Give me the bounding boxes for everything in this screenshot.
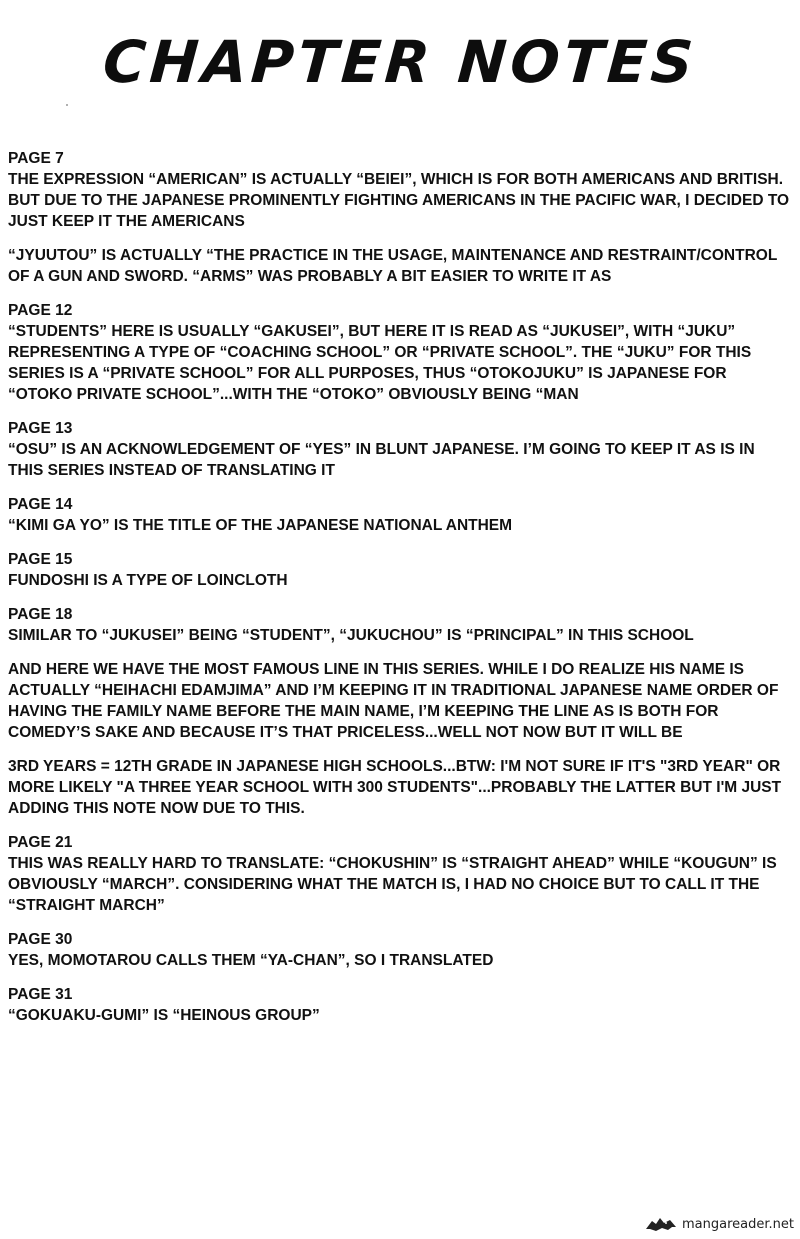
note-paragraph: FUNDOSHI IS A TYPE OF LOINCLOTH xyxy=(8,572,288,589)
note-section xyxy=(8,300,794,405)
note-section xyxy=(8,604,794,819)
note-section xyxy=(8,494,794,536)
section-heading: PAGE 7 xyxy=(8,150,64,167)
chapter-notes xyxy=(8,148,794,1039)
watermark-text: mangareader.net xyxy=(682,1216,794,1232)
note-paragraph: 3RD YEARS = 12TH GRADE IN JAPANESE HIGH SCHOOLS...BTW: I'M NOT SURE IF IT'S "3RD YEAR" OR MORE LIKELY "A THREE YEAR SCHOOL WITH 300 STUDENTS"...PROBABLY THE LATTER BUT I'M JUST ADDING THIS NOTE NOW DUE TO THIS. xyxy=(8,758,782,817)
wolf-logo-icon xyxy=(644,1215,678,1233)
section-heading: PAGE 13 xyxy=(8,420,73,437)
section-heading: PAGE 30 xyxy=(8,931,73,948)
watermark-link[interactable] xyxy=(644,1215,794,1233)
scan-speck xyxy=(66,104,68,106)
section-heading: PAGE 12 xyxy=(8,302,73,319)
section-heading: PAGE 14 xyxy=(8,496,73,513)
page-title: CHAPTER NOTES xyxy=(100,28,700,96)
section-heading: PAGE 15 xyxy=(8,551,73,568)
note-section xyxy=(8,549,794,591)
section-heading: PAGE 18 xyxy=(8,606,73,623)
section-heading: PAGE 31 xyxy=(8,986,73,1003)
note-paragraph: THIS WAS REALLY HARD TO TRANSLATE: “CHOKUSHIN” IS “STRAIGHT AHEAD” WHILE “KOUGUN” IS OBVIOUSLY “MARCH”. CONSIDERING WHAT THE MATCH IS, I HAD NO CHOICE BUT TO CALL IT THE “STRAIGHT MARCH” xyxy=(8,855,777,914)
note-paragraph: “STUDENTS” HERE IS USUALLY “GAKUSEI”, BUT HERE IT IS READ AS “JUKUSEI”, WITH “JUKU” REPRESENTING A TYPE OF “COACHING SCHOOL” OR “PRIVATE SCHOOL”. THE “JUKU” FOR THIS SERIES IS A “PRIVATE SCHOOL” FOR ALL PURPOSES, THUS “OTOKOJUKU” IS JAPANESE FOR “OTOKO PRIVATE SCHOOL”...WITH THE “OTOKO” OBVIOUSLY BEING “MAN xyxy=(8,323,752,403)
note-paragraph: THE EXPRESSION “AMERICAN” IS ACTUALLY “BEIEI”, WHICH IS FOR BOTH AMERICANS AND BRITISH. BUT DUE TO THE JAPANESE PROMINENTLY FIGHTING AMERICANS IN THE PACIFIC WAR, I DECIDED TO JUST KEEP IT THE AMERICANS xyxy=(8,171,790,230)
note-paragraph: AND HERE WE HAVE THE MOST FAMOUS LINE IN THIS SERIES. WHILE I DO REALIZE HIS NAME IS ACTUALLY “HEIHACHI EDAMJIMA” AND I’M KEEPING IT IN TRADITIONAL JAPANESE NAME ORDER OF HAVING THE FAMILY NAME BEFORE THE MAIN NAME, I’M KEEPING THE LINE AS IS BOTH FOR COMEDY’S SAKE AND BECAUSE IT’S THAT PRICELESS...WELL NOT NOW BUT IT WILL BE xyxy=(8,661,779,741)
note-paragraph: “JYUUTOU” IS ACTUALLY “THE PRACTICE IN THE USAGE, MAINTENANCE AND RESTRAINT/CONTROL OF A GUN AND SWORD. “ARMS” WAS PROBABLY A BIT EASIER TO WRITE IT AS xyxy=(8,247,778,285)
section-heading: PAGE 21 xyxy=(8,834,73,851)
note-section xyxy=(8,148,794,287)
note-section xyxy=(8,984,794,1026)
note-section xyxy=(8,832,794,916)
note-section xyxy=(8,418,794,481)
note-section xyxy=(8,929,794,971)
note-paragraph: YES, MOMOTAROU CALLS THEM “YA-CHAN”, SO I TRANSLATED xyxy=(8,952,494,969)
note-paragraph: “OSU” IS AN ACKNOWLEDGEMENT OF “YES” IN BLUNT JAPANESE. I’M GOING TO KEEP IT AS IS IN THIS SERIES INSTEAD OF TRANSLATING IT xyxy=(8,441,755,479)
note-paragraph: “GOKUAKU-GUMI” IS “HEINOUS GROUP” xyxy=(8,1007,320,1024)
note-paragraph: SIMILAR TO “JUKUSEI” BEING “STUDENT”, “JUKUCHOU” IS “PRINCIPAL” IN THIS SCHOOL xyxy=(8,627,694,644)
note-paragraph: “KIMI GA YO” IS THE TITLE OF THE JAPANESE NATIONAL ANTHEM xyxy=(8,517,513,534)
